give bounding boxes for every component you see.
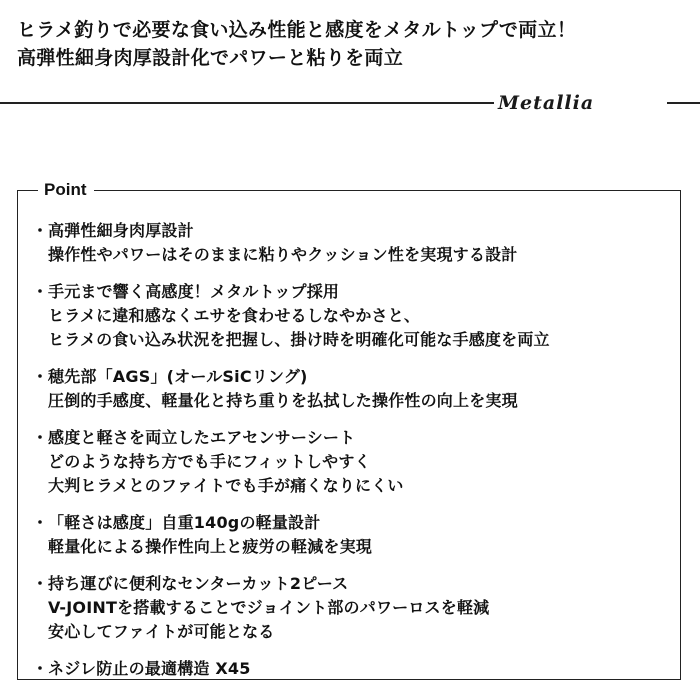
point-description: どのような持ち方でも手にフィットしやすく	[48, 452, 371, 471]
headline	[17, 16, 693, 72]
divider-line-left	[0, 102, 494, 104]
point-item-high-modulus	[32, 219, 676, 267]
metallia-logo: Metallia	[498, 92, 595, 114]
headline-line-2: 高弾性細身肉厚設計化でパワーと粘りを両立	[17, 47, 404, 69]
bullet: ・	[32, 367, 49, 386]
point-title-text: 持ち運びに便利なセンターカット2ピース	[48, 574, 349, 593]
point-title-text: 「軽さは感度」自重140gの軽量設計	[48, 513, 321, 532]
point-title-text: 高弾性細身肉厚設計	[48, 221, 194, 240]
point-item-x45	[32, 657, 676, 681]
point-box	[17, 180, 681, 680]
point-title-text: 手元まで響く高感度！メタルトップ採用	[48, 282, 340, 301]
point-description: 大判ヒラメとのファイトでも手が痛くなりにくい	[48, 476, 404, 495]
point-description: 軽量化による操作性向上と疲労の軽減を実現	[48, 537, 373, 556]
point-description: V-JOINTを搭載することでジョイント部のパワーロスを軽減	[48, 598, 490, 617]
point-item-ags	[32, 365, 676, 413]
bullet: ・	[32, 574, 49, 593]
divider-line-right	[667, 102, 700, 104]
point-title-text: ネジレ防止の最適構造 X45	[48, 659, 251, 678]
point-description: ヒラメの食い込み状況を把握し、掛け時を明確化可能な手感度を両立	[48, 330, 550, 349]
bullet: ・	[32, 513, 49, 532]
point-item-air-sensor-seat	[32, 426, 676, 498]
point-description: 圧倒的手感度、軽量化と持ち重りを払拭した操作性の向上を実現	[48, 391, 518, 410]
point-description: 操作性やパワーはそのままに粘りやクッション性を実現する設計	[48, 245, 518, 264]
point-title-text: 感度と軽さを両立したエアセンサーシート	[48, 428, 356, 447]
brand-divider	[0, 92, 700, 114]
point-list	[32, 219, 676, 694]
point-description: 安心してファイトが可能となる	[48, 622, 275, 641]
point-item-metal-top	[32, 280, 676, 352]
point-item-lightweight	[32, 511, 676, 559]
headline-line-1: ヒラメ釣りで必要な食い込み性能と感度をメタルトップで両立！	[17, 19, 577, 41]
point-description: ヒラメに違和感なくエサを食わせるしなやかさと、	[48, 306, 421, 325]
point-title-text: 穂先部「AGS」(オールSiCリング)	[48, 367, 308, 386]
point-title: Point	[38, 179, 94, 201]
bullet: ・	[32, 221, 49, 240]
bullet: ・	[32, 659, 49, 678]
bullet: ・	[32, 282, 49, 301]
bullet: ・	[32, 428, 49, 447]
point-item-two-piece	[32, 572, 676, 644]
